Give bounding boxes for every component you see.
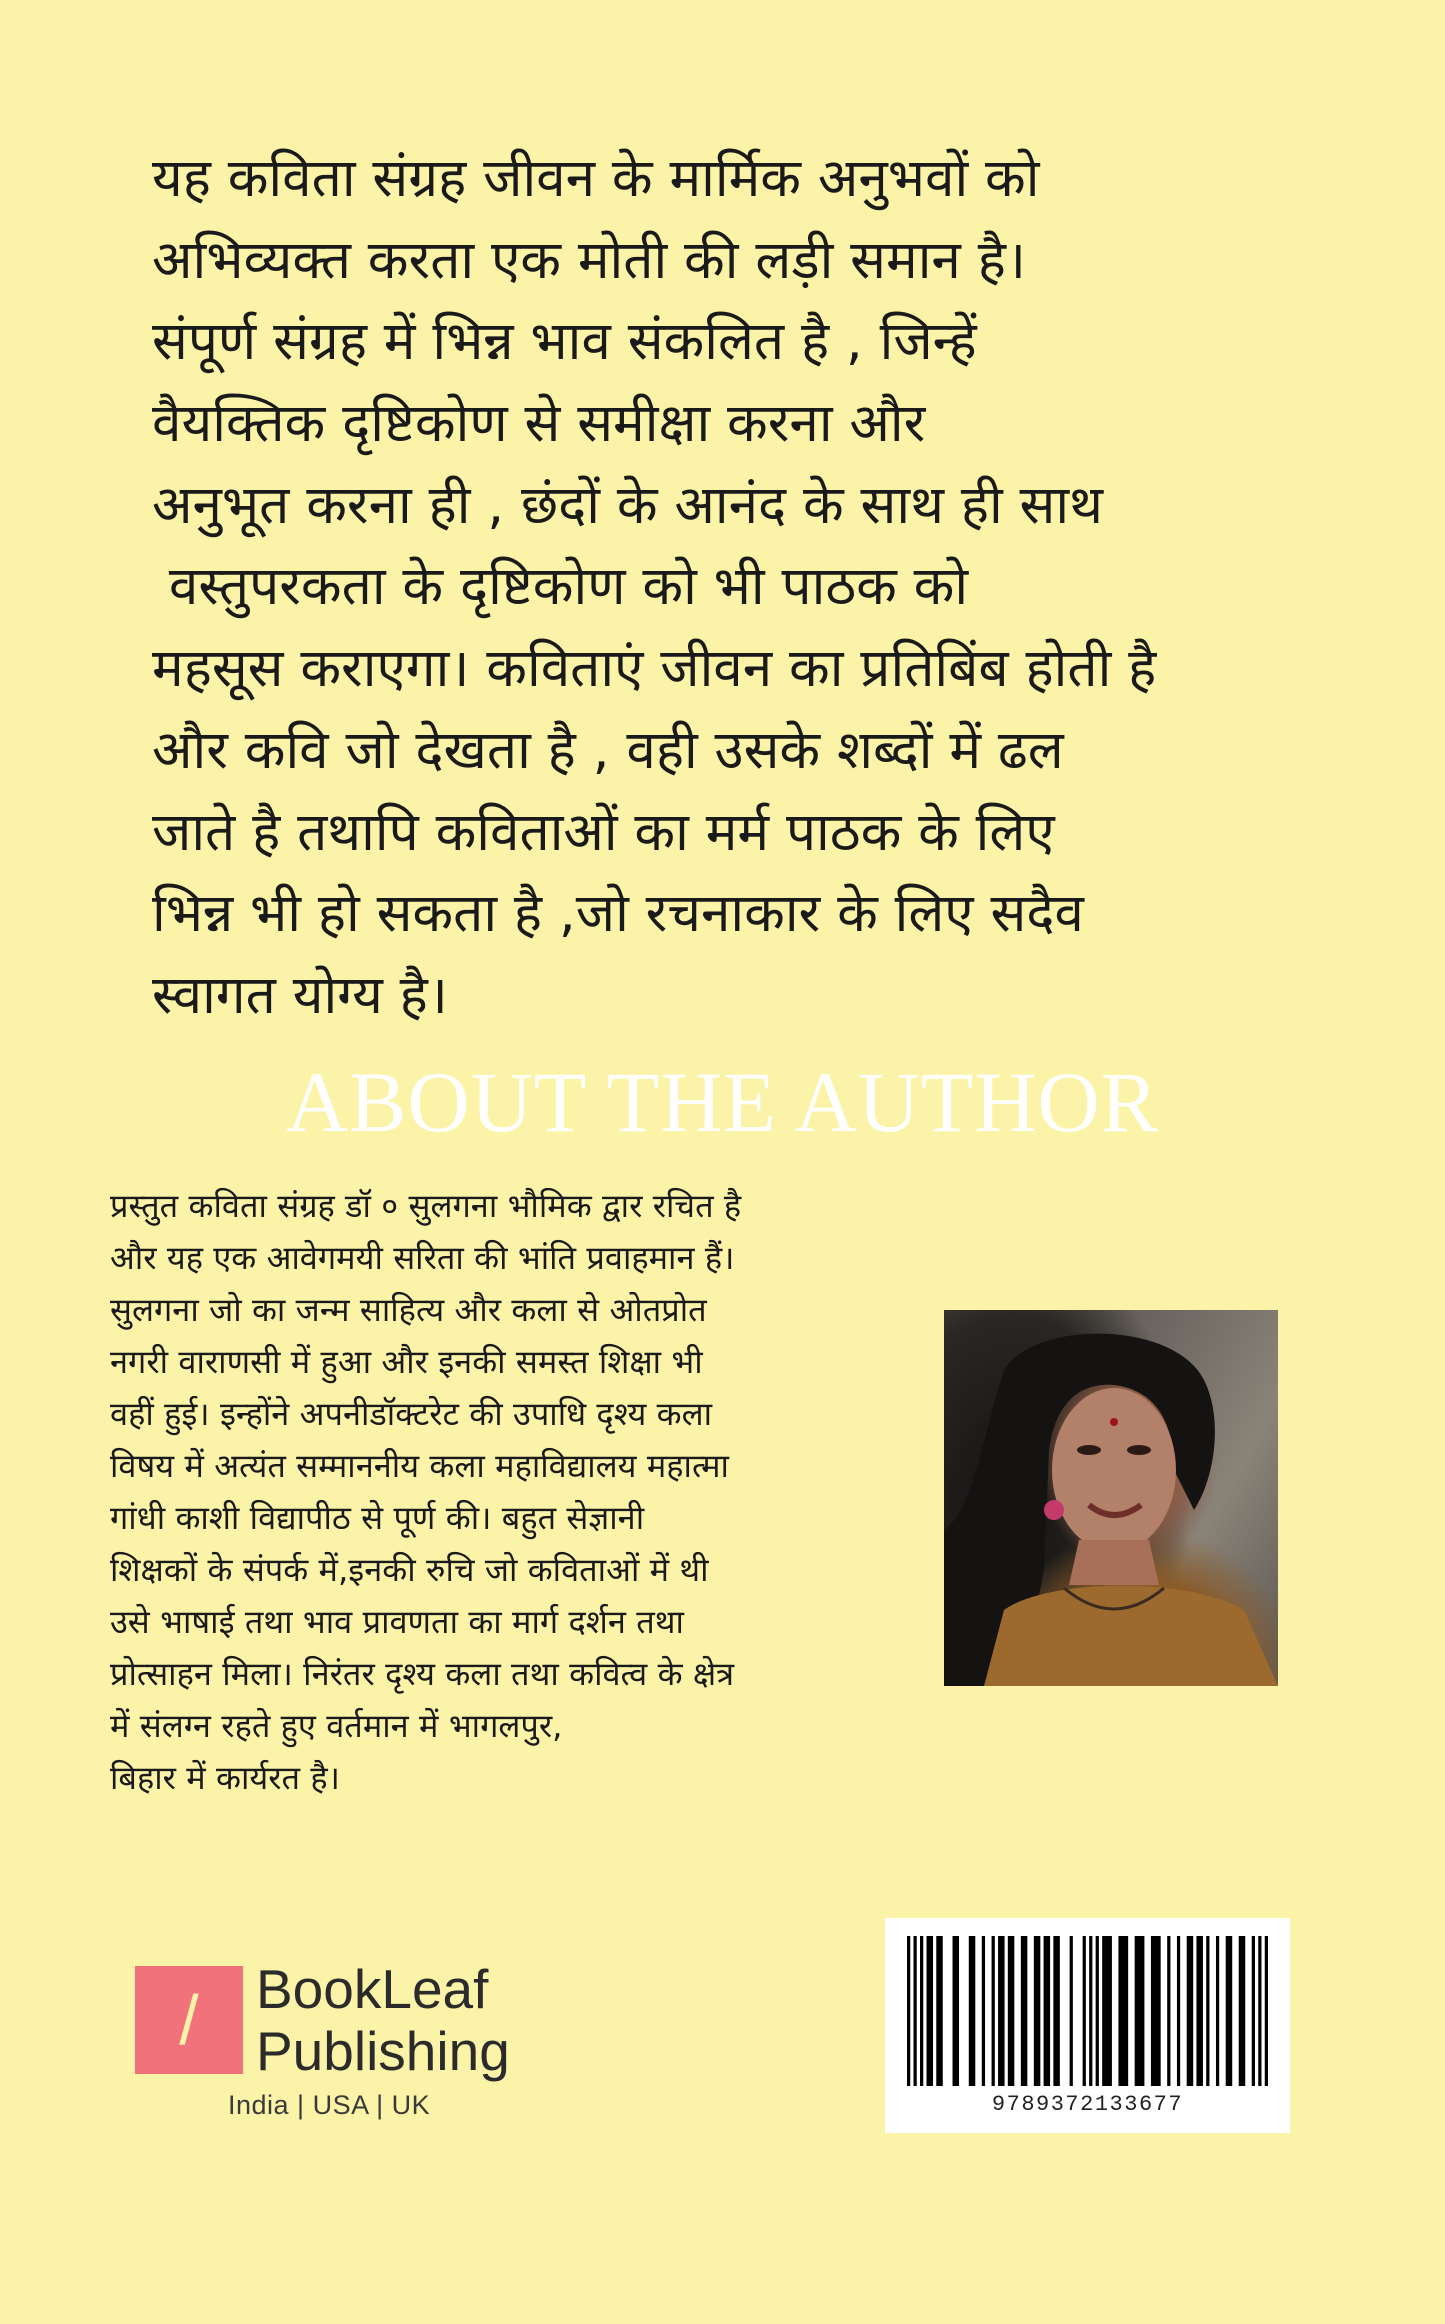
blurb-line: स्वागत योग्य है। <box>152 964 448 1026</box>
barcode-bar <box>1196 1936 1203 2086</box>
bio-line: प्रस्तुत कविता संग्रह डॉ ० सुलगना भौमिक द्वार रचित है <box>110 1187 742 1225</box>
publisher-logo <box>135 1966 243 2074</box>
publisher-name <box>256 1958 510 2082</box>
author-bio <box>110 1180 870 1804</box>
blurb-line: अनुभूत करना ही , छंदों के आनंद के साथ ही साथ <box>152 474 1103 536</box>
barcode-bar <box>1118 1936 1128 2086</box>
bio-line: बिहार में कार्यरत है। <box>110 1759 340 1797</box>
publisher-name-line1: BookLeaf <box>256 1958 489 2020</box>
barcode-bar <box>1102 1936 1112 2086</box>
blurb-line: यह कविता संग्रह जीवन के मार्मिक अनुभवों को <box>152 148 1040 209</box>
barcode-bar <box>1151 1936 1161 2086</box>
barcode-bar <box>1252 1936 1255 2086</box>
bio-line: विषय में अत्यंत सम्माननीय कला महाविद्यालय महात्मा <box>110 1447 729 1485</box>
barcode-bar <box>907 1936 910 2086</box>
blurb-line: संपूर्ण संग्रह में भिन्न भाव संकलित है , जिन्हें <box>152 311 977 373</box>
about-author-heading: ABOUT THE AUTHOR <box>286 1054 1159 1150</box>
barcode-bar <box>914 1936 917 2086</box>
blurb-line: वस्तुपरकता के दृष्टिकोण को भी पाठक को <box>152 556 969 618</box>
blurb-line: जाते है तथापि कविताओं का मर्म पाठक के लिए <box>152 801 1055 863</box>
barcode-bar <box>1021 1936 1027 2086</box>
bio-line: शिक्षकों के संपर्क में,इनकी रुचि जो कविताओं में थी <box>110 1551 709 1589</box>
barcode-bar <box>969 1936 976 2086</box>
barcode-bar <box>1034 1936 1041 2086</box>
isbn-barcode <box>885 1918 1290 2133</box>
barcode-bar <box>1258 1936 1261 2086</box>
barcode-bar <box>1265 1936 1268 2086</box>
bio-line: प्रोत्साहन मिला। निरंतर दृश्य कला तथा कवित्व के क्षेत्र <box>110 1655 735 1693</box>
barcode-bar <box>992 1936 995 2086</box>
barcode-bar <box>1167 1936 1170 2086</box>
barcode-bar <box>936 1936 943 2086</box>
bio-line: उसे भाषाई तथा भाव प्रावणता का मार्ग दर्शन तथा <box>110 1603 684 1641</box>
barcode-bar <box>1070 1936 1073 2086</box>
logo-slash-mark: / <box>179 1981 199 2059</box>
bio-line: वहीं हुई। इन्होंने अपनीडॉक्टरेट की उपाधि दृश्य कला <box>110 1395 713 1433</box>
barcode-bar <box>1177 1936 1180 2086</box>
barcode-bar <box>1044 1936 1051 2086</box>
barcode-bar <box>1053 1936 1060 2086</box>
publisher-name-line2: Publishing <box>256 2020 510 2082</box>
barcode-bar <box>1187 1936 1194 2086</box>
blurb-line: महसूस कराएगा। कविताएं जीवन का प्रतिबिंब होती है <box>152 638 1157 700</box>
blurb-line: और कवि जो देखता है , वही उसके शब्दों में ढल <box>152 719 1064 781</box>
barcode-bar <box>1083 1936 1086 2086</box>
author-photo <box>944 1310 1278 1686</box>
author-portrait-illustration <box>944 1310 1278 1686</box>
blurb-line: अभिव्यक्त करता एक मोती की लड़ी समान है। <box>152 229 1026 291</box>
bio-line: में संलग्न रहते हुए वर्तमान में भागलपुर, <box>110 1707 563 1745</box>
barcode-bar <box>1239 1936 1246 2086</box>
bio-line: गांधी काशी विद्यापीठ से पूर्ण की। बहुत सेज्ञानी <box>110 1499 645 1537</box>
barcode-bar <box>998 1936 1005 2086</box>
barcode-bar <box>920 1936 923 2086</box>
publisher-regions: India | USA | UK <box>228 2090 431 2120</box>
barcode-bars <box>907 1936 1268 2086</box>
blurb-paragraph <box>152 138 1352 1037</box>
barcode-bar <box>982 1936 985 2086</box>
barcode-bar <box>953 1936 960 2086</box>
barcode-bar <box>1089 1936 1092 2086</box>
barcode-bar <box>927 1936 934 2086</box>
bio-line: और यह एक आवेगमयी सरिता की भांति प्रवाहमान हैं। <box>110 1239 735 1277</box>
bio-line: नगरी वाराणसी में हुआ और इनकी समस्त शिक्षा भी <box>110 1343 703 1381</box>
bio-line: सुलगना जो का जन्म साहित्य और कला से ओतप्रोत <box>110 1291 707 1329</box>
isbn-number: 9789372133677 <box>991 2092 1184 2117</box>
barcode-bar <box>1206 1936 1209 2086</box>
barcode-bar <box>1226 1936 1233 2086</box>
barcode-bar <box>1008 1936 1015 2086</box>
barcode-bar <box>1135 1936 1145 2086</box>
barcode-bar <box>1216 1936 1219 2086</box>
blurb-line: वैयक्तिक दृष्टिकोण से समीक्षा करना और <box>152 393 926 455</box>
blurb-line: भिन्न भी हो सकता है ,जो रचनाकार के लिए सदैव <box>152 883 1084 945</box>
barcode-bar <box>1096 1936 1099 2086</box>
